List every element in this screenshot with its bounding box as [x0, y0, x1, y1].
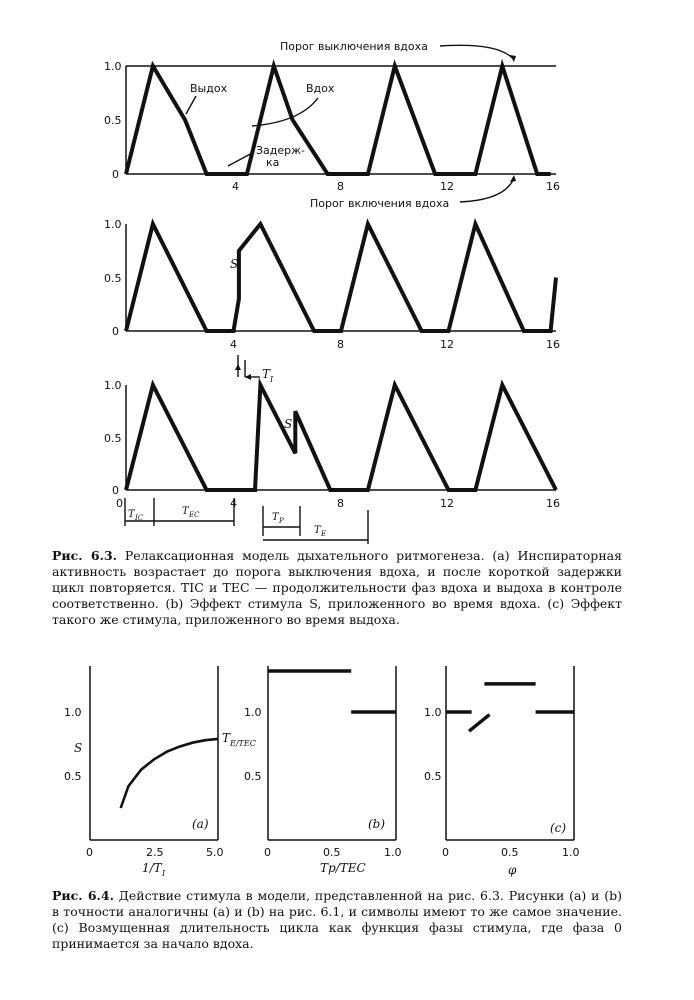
fig64b-ytick-1: 1.0 [244, 706, 262, 719]
ti-arrowhead [245, 374, 251, 380]
fig64c-xtick-05: 0.5 [501, 846, 519, 859]
panel-a-6-3 [104, 40, 560, 210]
fig64b-xtick-0: 0 [264, 846, 271, 859]
caption-6-3-head: Рис. 6.3. [52, 548, 117, 563]
panel-b-xtick-4: 4 [230, 338, 237, 351]
panel-c-trace [126, 385, 556, 490]
off-threshold-arrowhead [510, 55, 516, 62]
fig64c-segments [446, 684, 574, 731]
fig64c-xtick-1: 1.0 [562, 846, 580, 859]
fig64a-tag: (a) [192, 817, 209, 831]
ti-arrow-up [235, 364, 241, 370]
ti-marker [235, 355, 274, 384]
panel-b-6-4 [244, 666, 402, 875]
on-threshold-arrowhead [510, 175, 516, 182]
fig64a-xtick-25: 2.5 [146, 846, 164, 859]
panel-a-xtick-8: 8 [337, 180, 344, 193]
caption-6-4 [52, 888, 622, 952]
panel-c-ytick-05: 0.5 [104, 432, 122, 445]
caption-6-4-body: Действие стимула в модели, представленной на рис. 6.3. Рисунки (а) и (b) в точности аналогичны (а) и (b) на рис. 6.1, и символы имеют то же самое значение. (с) Возмущенная длительность цикла как функция фазы стимула, где фаза 0 принимается за начало вдоха. [52, 888, 622, 951]
caption-6-4-head: Рис. 6.4. [52, 888, 114, 903]
panel-c-xtick-4: 4 [230, 497, 237, 510]
delay-label-1: Задерж- [256, 144, 306, 157]
fig64a-ylabel: S [74, 741, 83, 755]
ti-label: T [262, 367, 271, 381]
panel-c-xtick-0: 0 [116, 497, 123, 510]
fig64a-ytick-05: 0.5 [64, 770, 82, 783]
fig64a-xtick-0: 0 [86, 846, 93, 859]
fig64c-tag: (c) [550, 821, 567, 835]
fig64a-ytick-1: 1.0 [64, 706, 82, 719]
panel-a-ytick-05: 0.5 [104, 114, 122, 127]
exhale-pointer [186, 96, 196, 114]
panel-c-6-3 [104, 379, 560, 544]
off-threshold-arrow [440, 45, 514, 60]
panel-a-ytick-0: 0 [112, 168, 119, 181]
fig64b-segments [268, 671, 396, 712]
fig64b-xtick-05: 0.5 [323, 846, 341, 859]
panel-a-ytick-1: 1.0 [104, 60, 122, 73]
panel-a-xtick-4: 4 [232, 180, 239, 193]
fig64b-ytick-05: 0.5 [244, 770, 262, 783]
panel-c-xtick-16: 16 [546, 497, 560, 510]
panel-a-xtick-12: 12 [440, 180, 454, 193]
tp-label: T [272, 512, 279, 523]
panel-b-ytick-1: 1.0 [104, 218, 122, 231]
caption-6-3-body: Релаксационная модель дыхательного ритмогенеза. (a) Инспираторная активность возрастает до порога выключения вдоха, и после короткой задержки цикл повторяется. TIC и TEC — продолжительности фаз вдоха и выдоха в контроле соответственно. (b) Эффект стимула S, приложенного во время вдоха. (c) Эффект такого же стимула, приложенного во время выдоха. [52, 548, 622, 627]
delay-label-2: ка [266, 156, 280, 169]
tec-label: T [182, 506, 189, 517]
fig64b-tag: (b) [368, 817, 386, 831]
panel-c-ytick-1: 1.0 [104, 379, 122, 392]
panel-b-trace [126, 224, 556, 331]
panel-c-xtick-12: 12 [440, 497, 454, 510]
panel-a-xtick-16: 16 [546, 180, 560, 193]
panel-b-6-3 [104, 218, 560, 351]
fig64c-ytick-1: 1.0 [424, 706, 442, 719]
tic-label-sub: IC [135, 514, 144, 522]
panel-c-xtick-8: 8 [337, 497, 344, 510]
fig64b-xlabel: Tp/TEC [320, 861, 366, 875]
tp-label-sub: P [279, 517, 284, 525]
fig64c-segment-b [469, 715, 489, 732]
panel-b-xtick-8: 8 [337, 338, 344, 351]
fig64a-xlabel-sub: I [162, 869, 166, 878]
fig64a-right-label: T [222, 731, 231, 745]
on-threshold-arrow [460, 178, 514, 202]
panel-b-stimulus-label: S [230, 257, 239, 271]
off-threshold-label: Порог выключения вдоха [280, 40, 428, 53]
fig64c-xlabel: φ [508, 863, 517, 877]
ti-label-sub: I [270, 375, 274, 384]
on-threshold-label: Порог включения вдоха [310, 197, 450, 210]
panel-c-6-4 [424, 666, 580, 877]
exhale-label: Выдох [190, 82, 228, 95]
tec-label-sub: EC [189, 511, 200, 519]
fig64a-curve [121, 739, 218, 808]
panel-b-ytick-0: 0 [112, 325, 119, 338]
panel-c-stimulus-label: S [284, 417, 293, 431]
inhale-label: Вдох [306, 82, 335, 95]
fig64a-xlabel: 1/T [142, 861, 162, 875]
panel-a-6-4 [64, 666, 256, 878]
te-label: T [314, 525, 321, 536]
fig64c-ytick-05: 0.5 [424, 770, 442, 783]
caption-6-3 [52, 548, 622, 628]
te-label-sub: E [321, 530, 327, 538]
fig64a-xtick-5: 5.0 [206, 846, 224, 859]
fig64a-right-label-sub: E/TEC [230, 739, 256, 748]
panel-b-xtick-16: 16 [546, 338, 560, 351]
tic-label: T [128, 509, 135, 520]
panel-c-ytick-0: 0 [112, 484, 119, 497]
panel-b-ytick-05: 0.5 [104, 272, 122, 285]
fig64c-xtick-0: 0 [442, 846, 449, 859]
panel-b-xtick-12: 12 [440, 338, 454, 351]
fig64b-xtick-1: 1.0 [384, 846, 402, 859]
